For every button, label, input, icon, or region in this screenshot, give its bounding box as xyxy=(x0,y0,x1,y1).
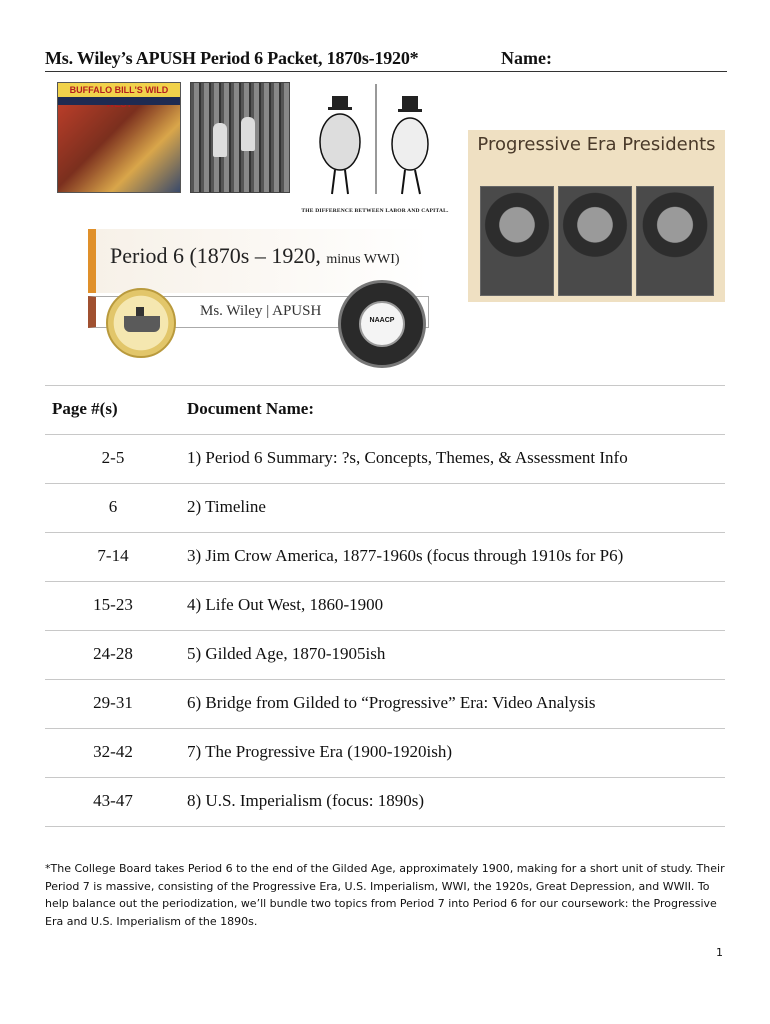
author-text: Ms. Wiley | APUSH xyxy=(200,303,322,319)
toc-header-row xyxy=(45,386,725,435)
naacp-label: NAACP xyxy=(369,317,395,324)
remember-the-maine-seal-icon xyxy=(106,288,176,358)
row-pages: 24-28 xyxy=(93,644,133,663)
page-number: 1 xyxy=(716,946,723,959)
table-row xyxy=(45,631,725,680)
row-document: 4) Life Out West, 1860-1900 xyxy=(187,595,384,614)
table-row xyxy=(45,680,725,729)
buffalo-bill-banner: BUFFALO BILL'S WILD xyxy=(58,83,180,97)
table-row xyxy=(45,729,725,778)
period-banner-text xyxy=(110,243,400,269)
page-header xyxy=(45,46,727,72)
row-document: 6) Bridge from Gilded to “Progressive” Era: Video Analysis xyxy=(187,693,596,712)
ship-hull xyxy=(124,316,160,332)
row-pages: 43-47 xyxy=(93,791,133,810)
row-document: 7) The Progressive Era (1900-1920ish) xyxy=(187,742,453,761)
president-photo xyxy=(636,186,714,296)
buffalo-bill-poster-image xyxy=(57,82,181,193)
row-pages: 32-42 xyxy=(93,742,133,761)
table-row xyxy=(45,533,725,582)
president-photo xyxy=(480,186,554,296)
worker-figure xyxy=(241,117,255,151)
row-document: 1) Period 6 Summary: ?s, Concepts, Themes, & Assessment Info xyxy=(187,448,628,467)
packet-title: Ms. Wiley’s APUSH Period 6 Packet, 1870s-1920* xyxy=(45,48,419,68)
table-row xyxy=(45,484,725,533)
row-document: 5) Gilded Age, 1870-1905ish xyxy=(187,644,386,663)
table-row xyxy=(45,582,725,631)
row-document: 3) Jim Crow America, 1877-1960s (focus through 1910s for P6) xyxy=(187,546,624,565)
labor-capital-cartoon xyxy=(300,82,450,214)
worker-figure xyxy=(213,123,227,157)
progressive-presidents-image xyxy=(468,130,725,302)
poster-subbanner xyxy=(58,97,180,105)
cartoon-drawing xyxy=(300,82,450,202)
row-pages: 6 xyxy=(108,497,118,516)
naacp-seal-icon xyxy=(338,280,426,368)
period-banner-small: minus WWI) xyxy=(326,252,400,267)
cartoon-caption: THE DIFFERENCE BETWEEN LABOR AND CAPITAL. xyxy=(301,208,449,214)
row-pages: 2-5 xyxy=(101,448,125,467)
table-row xyxy=(45,778,725,827)
footnote: *The College Board takes Period 6 to the end of the Gilded Age, approximately 1900, making for a short unit of study. Their Period 7 is massive, consisting of the Progressive Era, U.S. Imperialism, WWI, the 1920s, Great Depression, and WWII. To help balance out the periodization, we’ll bundle two topics from Period 7 into Period 6 for our coursework: the Progressive Era and U.S. Imperialism of the 1890s. xyxy=(45,862,725,928)
pages-column-header: Page #(s) xyxy=(52,399,118,418)
period-banner-main: Period 6 (1870s – 1920, xyxy=(110,243,321,268)
row-pages: 29-31 xyxy=(93,693,133,712)
table-of-contents xyxy=(45,385,725,827)
child-labor-mill-photo xyxy=(190,82,290,193)
document-column-header: Document Name: xyxy=(187,399,314,418)
table-row xyxy=(45,435,725,484)
presidents-title: Progressive Era Presidents xyxy=(477,134,716,155)
naacp-seal-center xyxy=(359,301,405,347)
name-label: Name: xyxy=(501,48,552,68)
row-pages: 15-23 xyxy=(93,595,133,614)
row-pages: 7-14 xyxy=(97,546,129,565)
row-document: 2) Timeline xyxy=(187,497,266,516)
president-photo xyxy=(558,186,632,296)
row-document: 8) U.S. Imperialism (focus: 1890s) xyxy=(187,791,425,810)
